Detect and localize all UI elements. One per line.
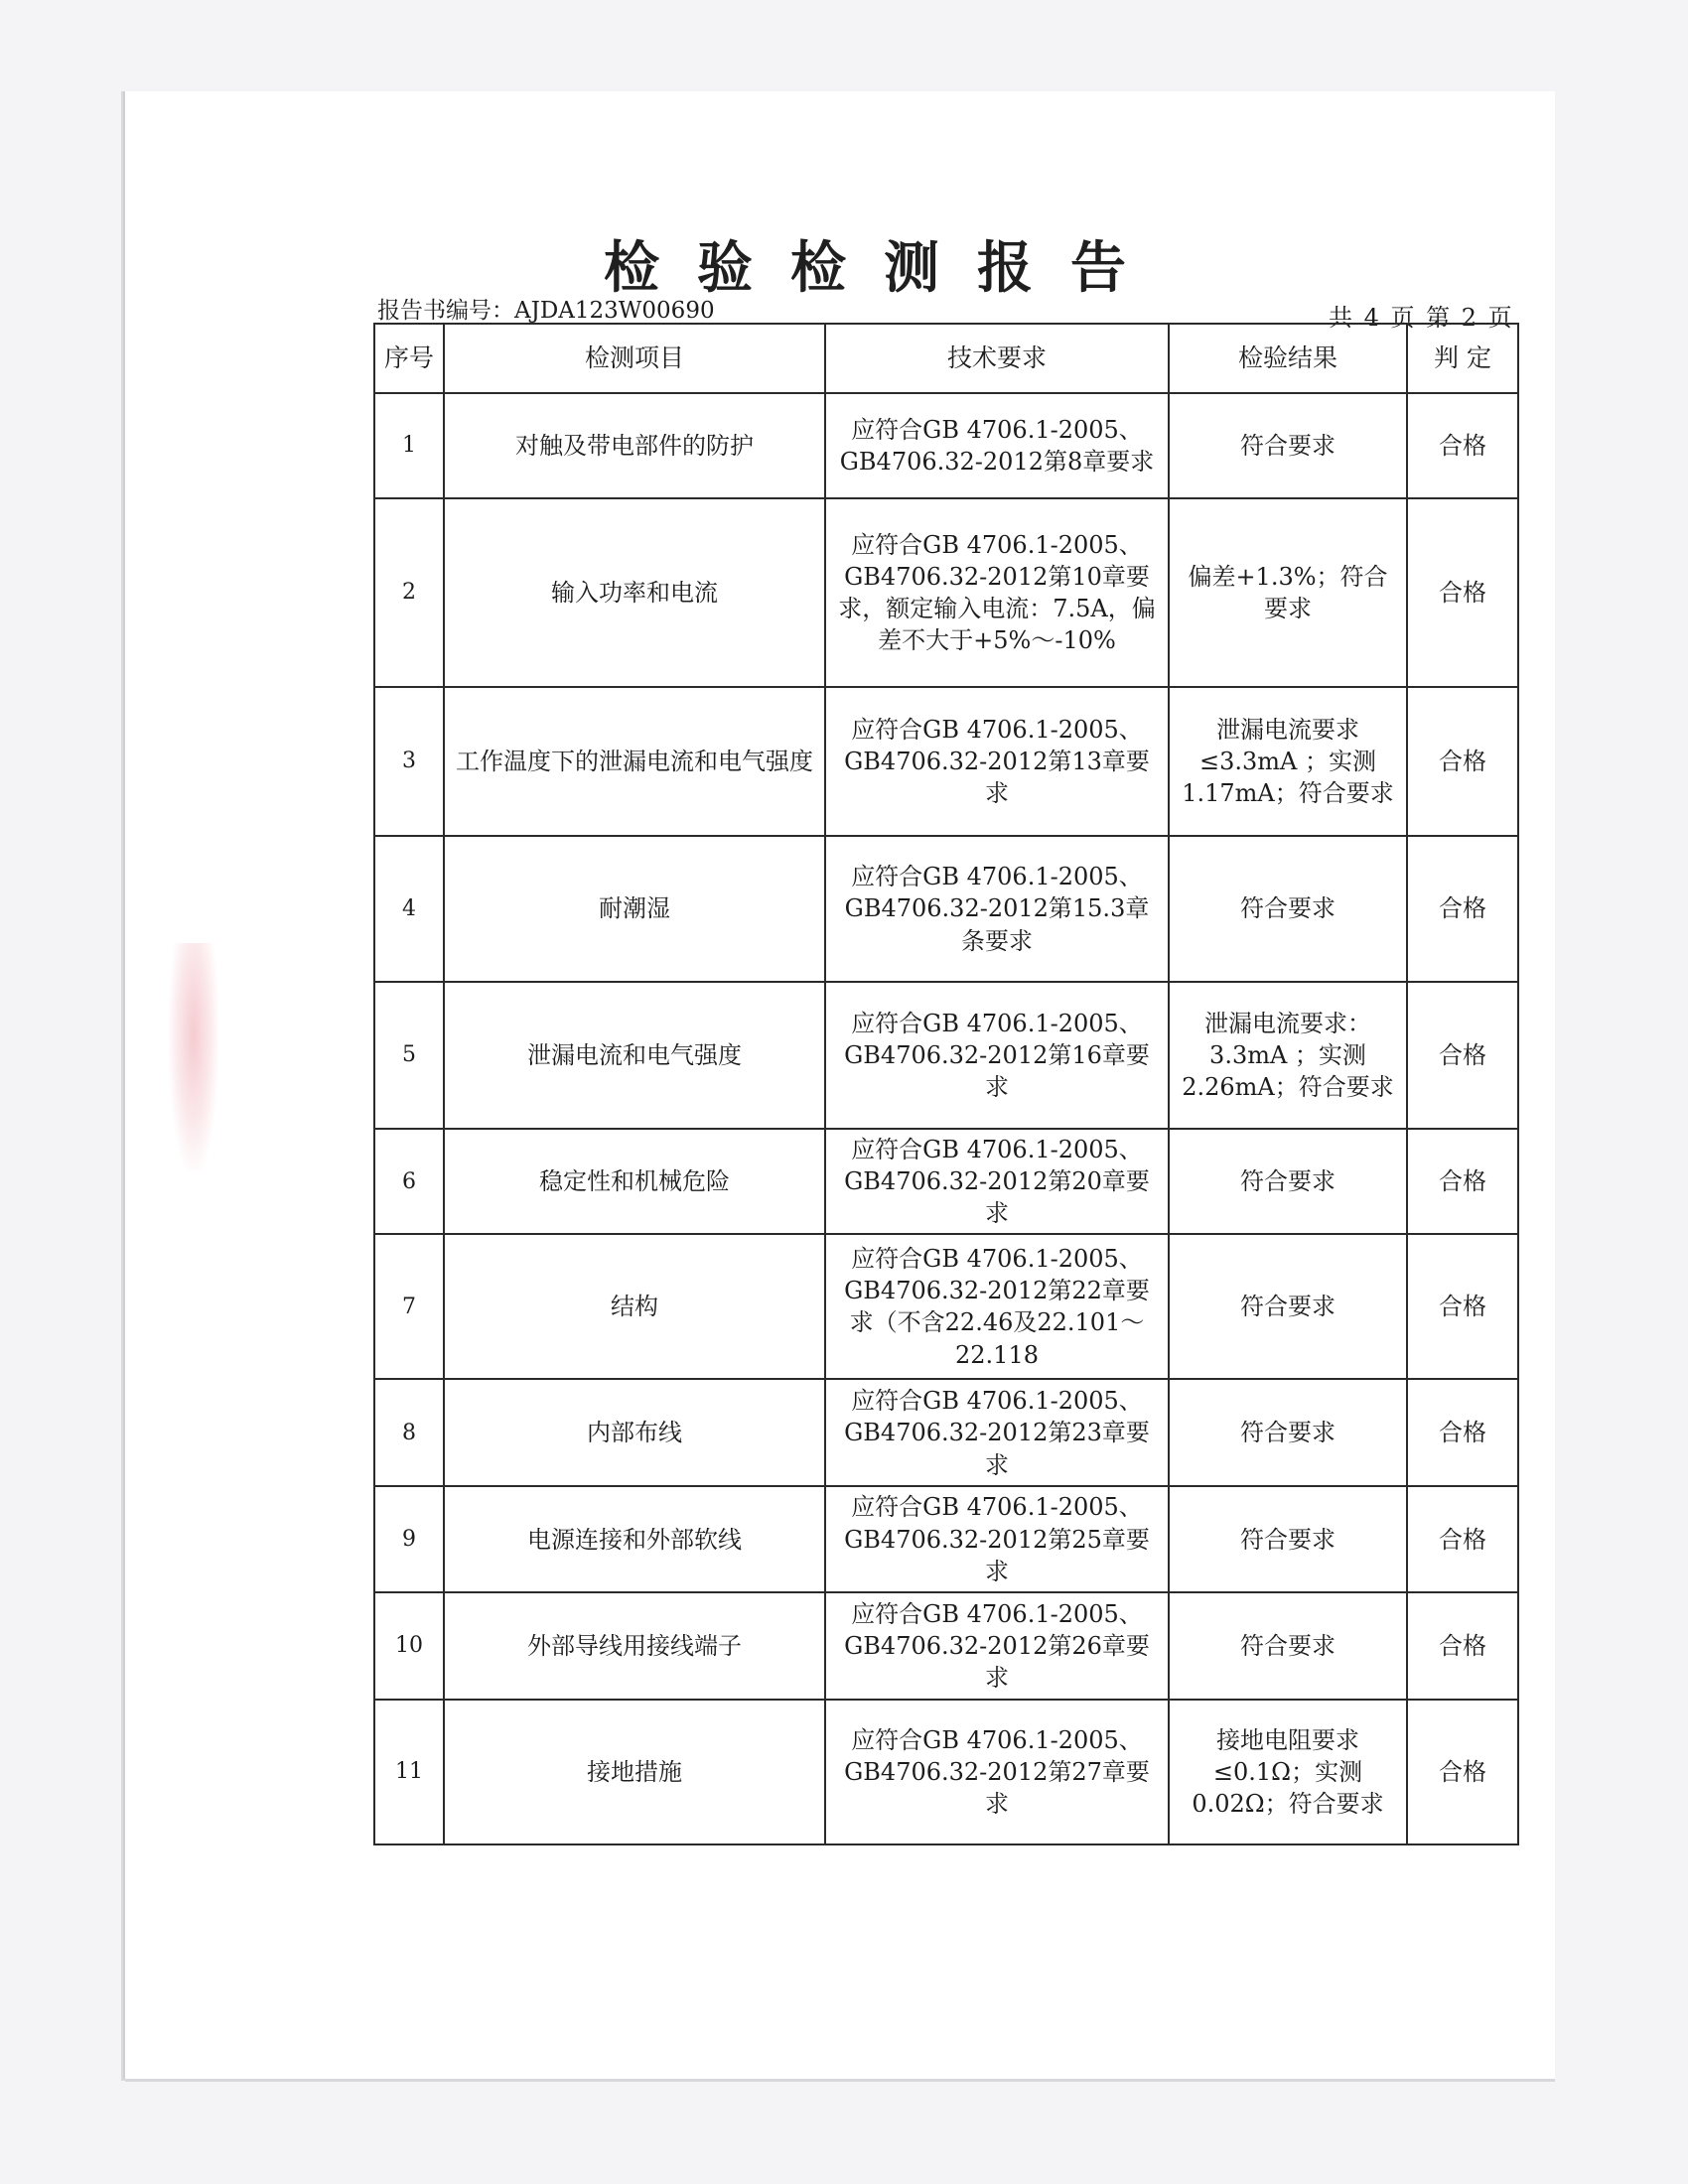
cell-result: 符合要求 <box>1169 1592 1407 1700</box>
header-seq: 序号 <box>374 324 444 393</box>
cell-verdict: 合格 <box>1407 1592 1518 1700</box>
cell-result: 泄漏电流要求：3.3mA ；实测2.26mA；符合要求 <box>1169 982 1407 1129</box>
table-row <box>374 1486 1518 1591</box>
cell-result: 符合要求 <box>1169 1486 1407 1591</box>
cell-requirement: 应符合GB 4706.1-2005、GB4706.32-2012第22章要求（不含22.46及22.101～22.118 <box>825 1234 1169 1379</box>
cell-item: 耐潮湿 <box>444 836 825 982</box>
cell-verdict: 合格 <box>1407 393 1518 498</box>
cell-item: 泄漏电流和电气强度 <box>444 982 825 1129</box>
table-header-row <box>374 324 1518 393</box>
cell-item: 输入功率和电流 <box>444 498 825 687</box>
cell-requirement: 应符合GB 4706.1-2005、GB4706.32-2012第20章要求 <box>825 1129 1169 1234</box>
cell-requirement: 应符合GB 4706.1-2005、GB4706.32-2012第25章要求 <box>825 1486 1169 1591</box>
inspection-table <box>373 323 1519 1845</box>
cell-item: 接地措施 <box>444 1700 825 1844</box>
cell-verdict: 合格 <box>1407 1486 1518 1591</box>
cell-seq: 11 <box>374 1700 444 1844</box>
cell-requirement: 应符合GB 4706.1-2005、GB4706.32-2012第8章要求 <box>825 393 1169 498</box>
table-row <box>374 1700 1518 1844</box>
cell-item: 对触及带电部件的防护 <box>444 393 825 498</box>
header-item: 检测项目 <box>444 324 825 393</box>
cell-seq: 3 <box>374 687 444 836</box>
page-indicator: 共 4 页 第 2 页 <box>1329 304 1512 332</box>
cell-requirement: 应符合GB 4706.1-2005、GB4706.32-2012第13章要求 <box>825 687 1169 836</box>
cell-verdict: 合格 <box>1407 1379 1518 1486</box>
table-row <box>374 1129 1518 1234</box>
table-row <box>374 498 1518 687</box>
cell-result: 偏差+1.3%；符合要求 <box>1169 498 1407 687</box>
cell-result: 符合要求 <box>1169 393 1407 498</box>
cell-seq: 4 <box>374 836 444 982</box>
cell-seq: 2 <box>374 498 444 687</box>
cell-item: 内部布线 <box>444 1379 825 1486</box>
cell-verdict: 合格 <box>1407 687 1518 836</box>
cell-item: 稳定性和机械危险 <box>444 1129 825 1234</box>
table-row <box>374 1592 1518 1700</box>
table-row <box>374 982 1518 1129</box>
red-stamp-mark <box>169 943 218 1171</box>
cell-result: 符合要求 <box>1169 1379 1407 1486</box>
table-row <box>374 393 1518 498</box>
table-row <box>374 687 1518 836</box>
cell-item: 结构 <box>444 1234 825 1379</box>
cell-result: 符合要求 <box>1169 1234 1407 1379</box>
cell-item: 外部导线用接线端子 <box>444 1592 825 1700</box>
header-verdict: 判 定 <box>1407 324 1518 393</box>
table-row <box>374 1234 1518 1379</box>
document-title: 检验检测报告 <box>604 235 1164 301</box>
cell-requirement: 应符合GB 4706.1-2005、GB4706.32-2012第26章要求 <box>825 1592 1169 1700</box>
cell-result: 符合要求 <box>1169 836 1407 982</box>
header-result: 检验结果 <box>1169 324 1407 393</box>
cell-result: 泄漏电流要求≤3.3mA ；实测1.17mA；符合要求 <box>1169 687 1407 836</box>
cell-seq: 5 <box>374 982 444 1129</box>
cell-verdict: 合格 <box>1407 1234 1518 1379</box>
cell-seq: 9 <box>374 1486 444 1591</box>
table-row <box>374 1379 1518 1486</box>
cell-requirement: 应符合GB 4706.1-2005、GB4706.32-2012第15.3章条要求 <box>825 836 1169 982</box>
cell-item: 工作温度下的泄漏电流和电气强度 <box>444 687 825 836</box>
table-row <box>374 836 1518 982</box>
cell-seq: 1 <box>374 393 444 498</box>
cell-verdict: 合格 <box>1407 836 1518 982</box>
cell-requirement: 应符合GB 4706.1-2005、GB4706.32-2012第27章要求 <box>825 1700 1169 1844</box>
cell-verdict: 合格 <box>1407 498 1518 687</box>
cell-seq: 8 <box>374 1379 444 1486</box>
cell-verdict: 合格 <box>1407 982 1518 1129</box>
cell-verdict: 合格 <box>1407 1129 1518 1234</box>
cell-requirement: 应符合GB 4706.1-2005、GB4706.32-2012第16章要求 <box>825 982 1169 1129</box>
cell-result: 符合要求 <box>1169 1129 1407 1234</box>
cell-item: 电源连接和外部软线 <box>444 1486 825 1591</box>
cell-seq: 6 <box>374 1129 444 1234</box>
header-requirement: 技术要求 <box>825 324 1169 393</box>
report-number: 报告书编号：AJDA123W00690 <box>377 298 715 324</box>
cell-verdict: 合格 <box>1407 1700 1518 1844</box>
cell-requirement: 应符合GB 4706.1-2005、GB4706.32-2012第10章要求，额定输入电流：7.5A，偏差不大于+5%～-10% <box>825 498 1169 687</box>
cell-requirement: 应符合GB 4706.1-2005、GB4706.32-2012第23章要求 <box>825 1379 1169 1486</box>
cell-seq: 7 <box>374 1234 444 1379</box>
cell-seq: 10 <box>374 1592 444 1700</box>
cell-result: 接地电阻要求≤0.1Ω；实测0.02Ω；符合要求 <box>1169 1700 1407 1844</box>
